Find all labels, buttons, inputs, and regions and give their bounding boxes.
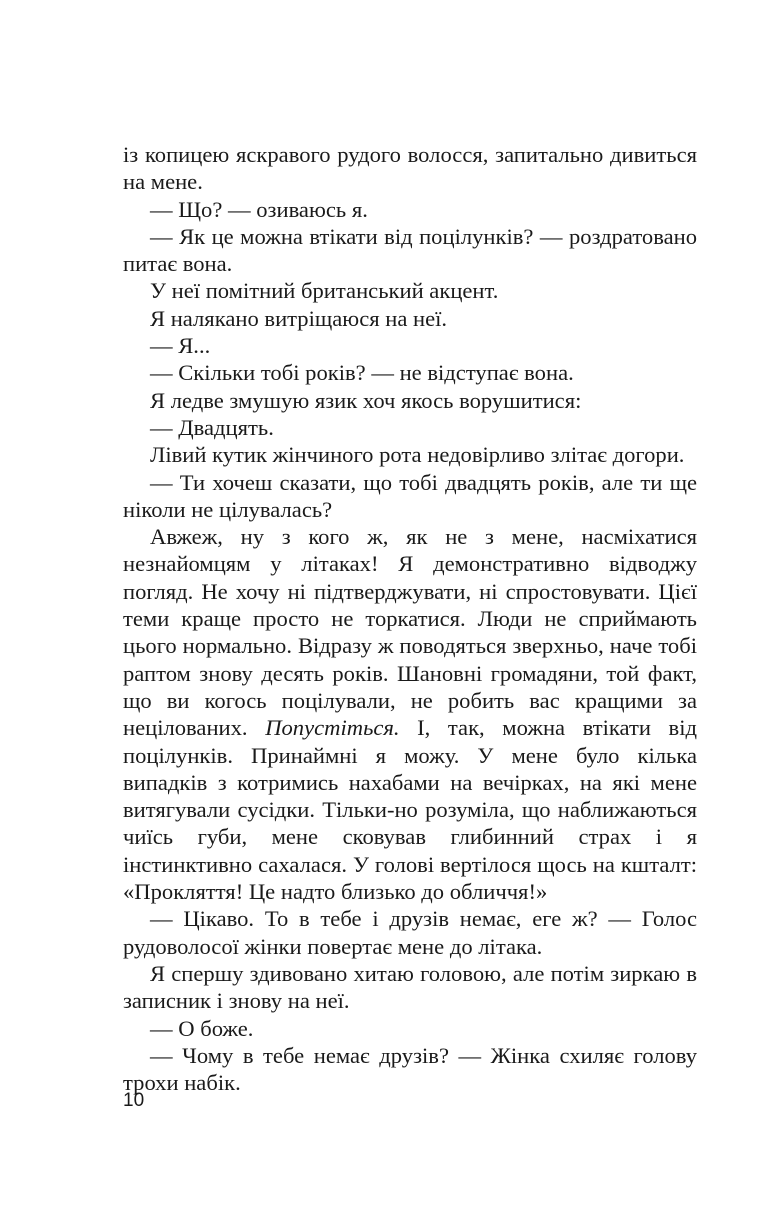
paragraph: — Скільки тобі років? — не відступає вона. bbox=[150, 360, 574, 386]
paragraph: — Я... bbox=[150, 333, 211, 359]
italic-emphasis: Попустіться. bbox=[265, 715, 400, 741]
paragraph: Я ледве змушую язик хоч якось ворушитися: bbox=[150, 387, 582, 413]
paragraph: — Двадцять. bbox=[150, 414, 274, 440]
paragraph: — Ти хочеш сказати, що тобі двадцять років, але ти ще ніколи не цілувалась? bbox=[123, 469, 697, 522]
book-page-body bbox=[123, 141, 697, 1096]
paragraph: Я спершу здивовано хитаю головою, але потім зиркаю в записник і знову на неї. bbox=[123, 960, 697, 1014]
paragraph: — О боже. bbox=[150, 1015, 254, 1041]
page-number: 10 bbox=[123, 1090, 145, 1111]
paragraph: У неї помітний британський акцент. bbox=[150, 278, 499, 304]
paragraph bbox=[123, 523, 697, 905]
paragraph: Я налякано витріщаюся на неї. bbox=[150, 305, 448, 331]
paragraph: — Цікаво. То в тебе і друзів немає, еге ж? — Голос рудоволосої жінки повертає мене до літака. bbox=[123, 906, 697, 959]
paragraph: — Що? — озиваюсь я. bbox=[150, 196, 368, 222]
paragraph: — Як це можна втікати від поцілунків? — роздратовано питає вона. bbox=[123, 223, 697, 277]
paragraph-text: Авжеж, ну з кого ж, як не з мене, насміхатися незнайомцям у літаках! Я демонстративно відводжу погляд. Не хочу ні підтверджувати, ні спростовувати. Цієї теми краще просто не торкатися. Люди не сприймають цього нормально. Відразу ж поводяться зверхньо, наче тобі раптом знову десять років. Шановні громадяни, той факт, що ви когось поцілували, не робить вас кращими за нецілованих. bbox=[123, 524, 697, 741]
paragraph: із копицею яскравого рудого волосся, запитально дивиться на мене. bbox=[123, 142, 697, 195]
paragraph: — Чому в тебе немає друзів? — Жінка схиляє голову трохи набік. bbox=[123, 1042, 697, 1096]
paragraph: Лівий кутик жінчиного рота недовірливо злітає догори. bbox=[150, 442, 685, 468]
paragraph-text: І, так, можна втікати від поцілунків. Принаймні я можу. У мене було кілька випадків з котримись нахабами на вечірках, на які мене витягували сусідки. Тільки-но розуміла, що наближаються чиїсь губи, мене сковував глибинний страх і я інстинктивно сахалася. У голові вертілося щось на кшталт: «Прокляття! Це надто близько до обличчя!» bbox=[123, 715, 697, 905]
